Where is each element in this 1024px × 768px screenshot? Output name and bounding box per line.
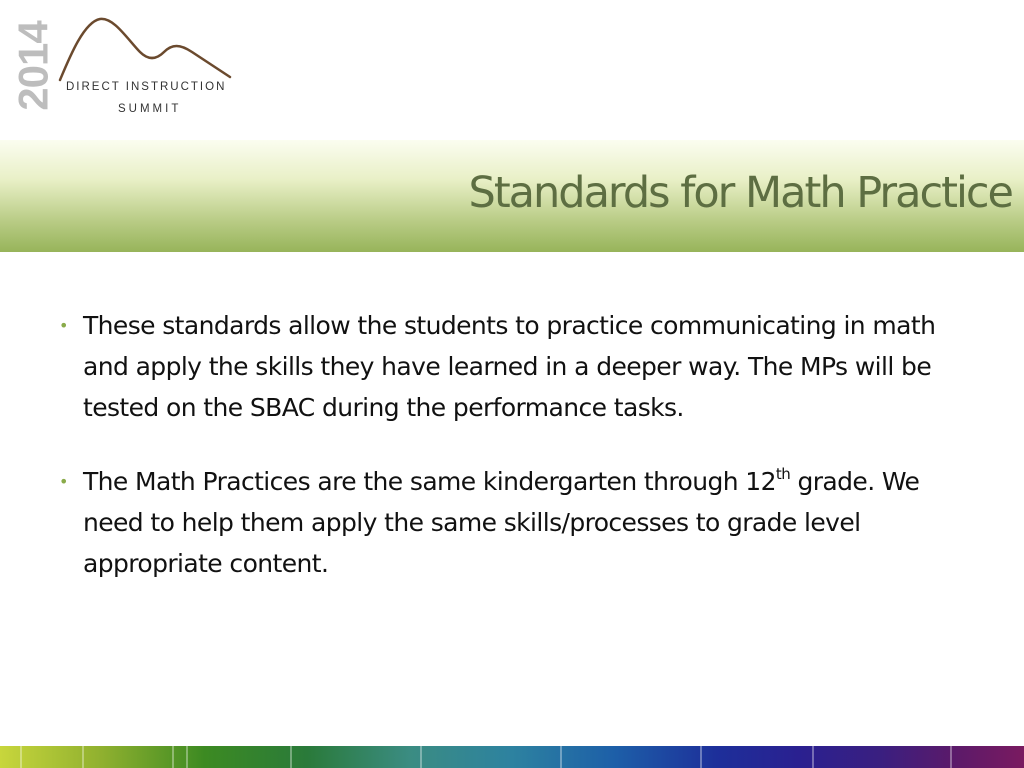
mountain-curve-icon [56,14,236,84]
bullet-text-part: grade. We need to help them apply the same skills/processes to grade level appropriate content. [83,467,920,578]
bar-stripe [950,746,952,768]
bar-stripe [82,746,84,768]
bar-stripe [420,746,422,768]
bullet-item [56,305,976,428]
bar-stripe [700,746,702,768]
slide-title: Standards for Math Practice [468,168,1012,218]
logo-text-direct-instruction: DIRECT INSTRUCTION [66,81,227,93]
summit-logo [0,0,260,130]
title-band [0,140,1024,252]
bullet-dot-icon: • [59,472,69,491]
bar-stripe [560,746,562,768]
bullet-item [56,461,976,584]
bullet-list [56,305,976,617]
bullet-text [83,464,920,578]
bar-stripe [186,746,188,768]
logo-year-text: 2014 [10,21,57,111]
bullet-text-part: The Math Practices are the same kindergarten through 12 [83,467,776,496]
bullet-dot-icon: • [59,316,69,335]
bar-stripe [20,746,22,768]
bullet-text: These standards allow the students to practice communicating in math and apply the skills they have learned in a deeper way. The MPs will be tested on the SBAC during the performance tasks. [83,311,936,422]
bar-stripe [290,746,292,768]
logo-year [12,14,56,118]
logo-text-summit: SUMMIT [118,103,182,115]
bar-stripe [172,746,174,768]
bar-stripe [812,746,814,768]
superscript-th: th [775,464,791,483]
bottom-color-bar [0,746,1024,768]
